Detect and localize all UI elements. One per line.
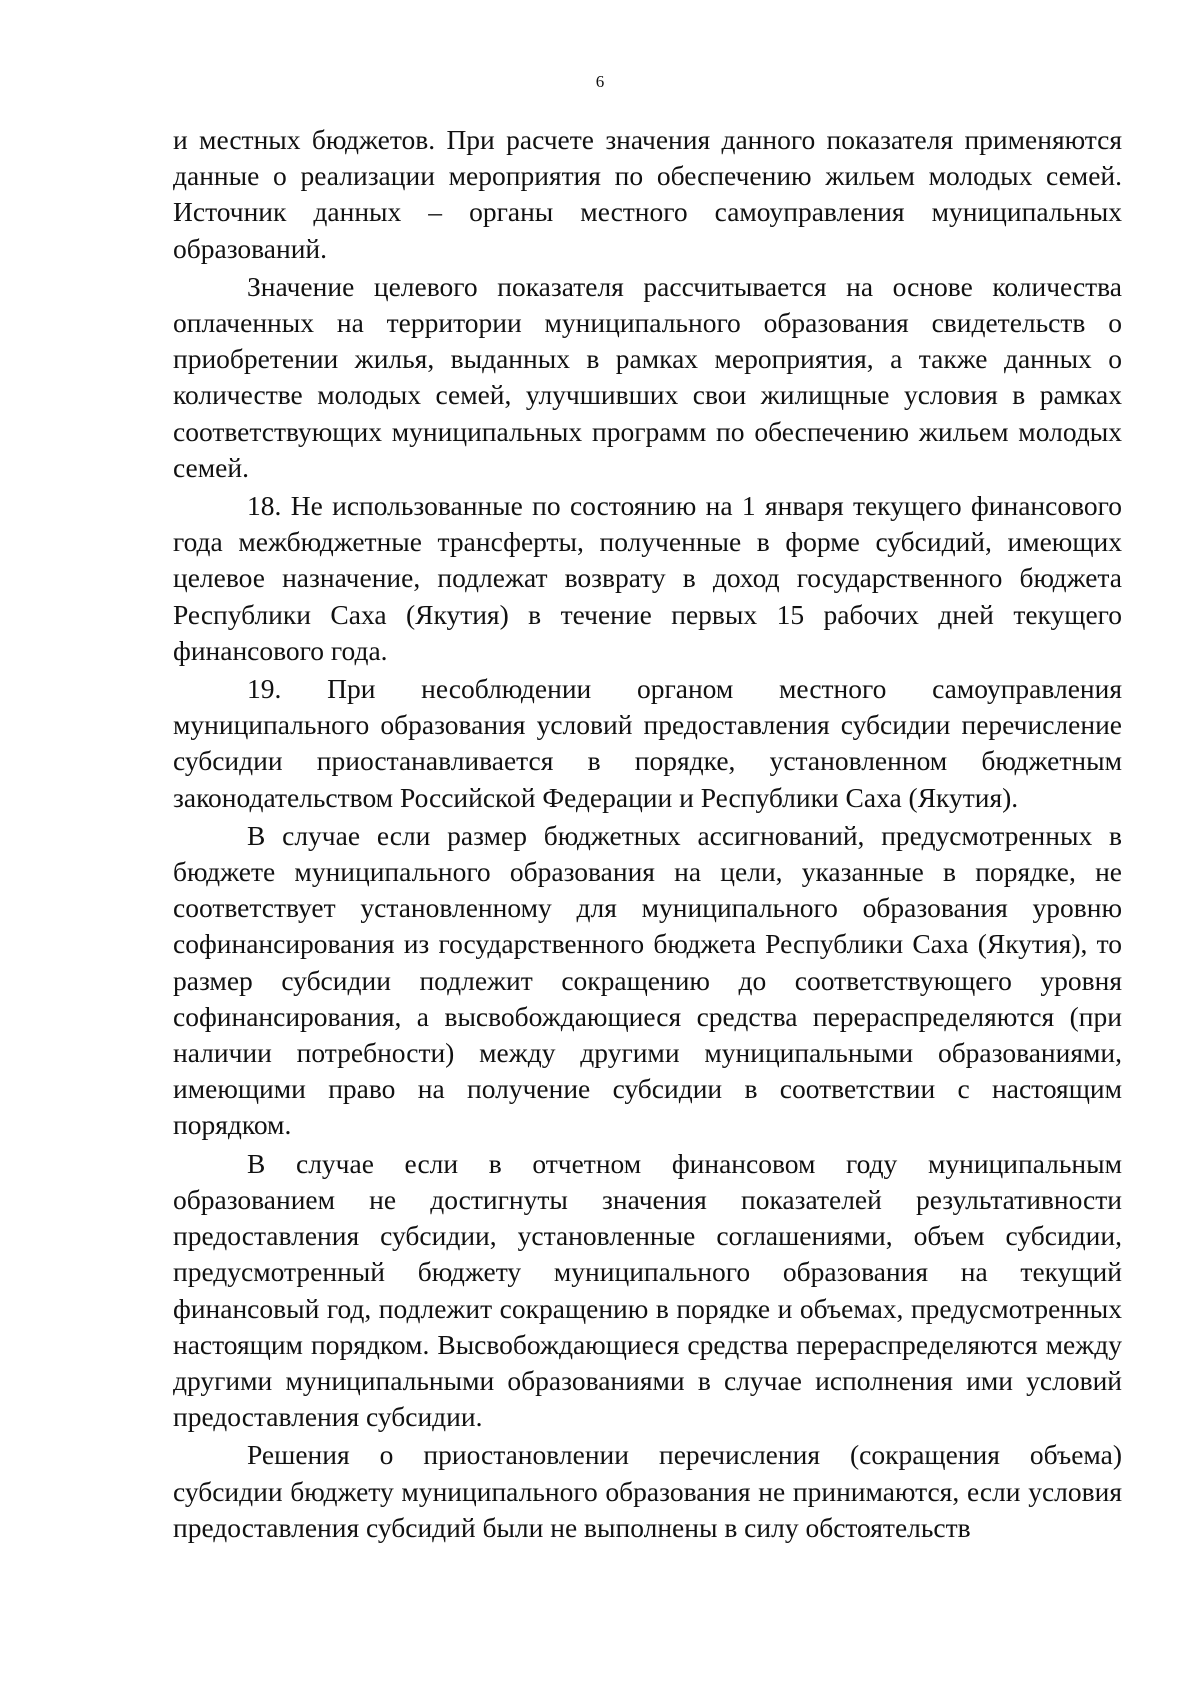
paragraph-budget-data-source: и местных бюджетов. При расчете значения данного показателя применяются данные о реализации мероприятия по обеспечению жильем молодых семей. Источник данных – органы местного самоуправления муниципальных образований. <box>173 124 1122 264</box>
paragraph-decision-exceptions: Решения о приостановлении перечисления (сокращения объема) субсидии бюджету муниципального образования не принимаются, если условия предоставления субсидий были не выполнены в силу обстоятельств <box>173 1439 1122 1543</box>
paragraph-18-unused-transfers: 18. Не использованные по состоянию на 1 января текущего финансового года межбюджетные трансферты, полученные в форме субсидий, имеющих целевое назначение, подлежат возврату в доход государственного бюджета Республики Саха (Якутия) в течение первых 15 рабочих дней текущего финансового года. <box>173 490 1122 666</box>
paragraph-performance-reduction: В случае если в отчетном финансовом году муниципальным образованием не достигнуты значения показателей результативности предоставления субсидии, установленные соглашениями, объем субсидии, предусмотренный бюджету муниципального образования на текущий финансовый год, подлежит сокращению в порядке и объемах, предусмотренных настоящим порядком. Высвобождающиеся средства перераспределяются между другими муниципальными образованиями в случае исполнения ими условий предоставления субсидии. <box>173 1147 1122 1433</box>
paragraph-cofinancing-reduction: В случае если размер бюджетных ассигнований, предусмотренных в бюджете муниципального образования на цели, указанные в порядке, не соответствует установленному для муниципального образования уровню софинансирования из государственного бюджета Республики Саха (Якутия), то размер субсидии подлежит сокращению до соответствующего уровня софинансирования, а высвобождающиеся средства перераспределяются (при наличии потребности) между другими муниципальными образованиями, имеющими право на получение субсидии в соответствии с настоящим порядком. <box>173 819 1122 1141</box>
paragraph-target-indicator: Значение целевого показателя рассчитывается на основе количества оплаченных на территории муниципального образования свидетельств о приобретении жилья, выданных в рамках мероприятия, а также данных о количестве молодых семей, улучшивших свои жилищные условия в рамках соответствующих муниципальных программ по обеспечению жильем молодых семей. <box>173 270 1122 483</box>
document-body <box>173 122 1122 1548</box>
paragraph-19-suspension: 19. При несоблюдении органом местного самоуправления муниципального образования условий предоставления субсидии перечисление субсидии приостанавливается в порядке, установленном бюджетным законодательством Российской Федерации и Республики Саха (Якутия). <box>173 673 1122 813</box>
page-number: 6 <box>595 72 605 91</box>
